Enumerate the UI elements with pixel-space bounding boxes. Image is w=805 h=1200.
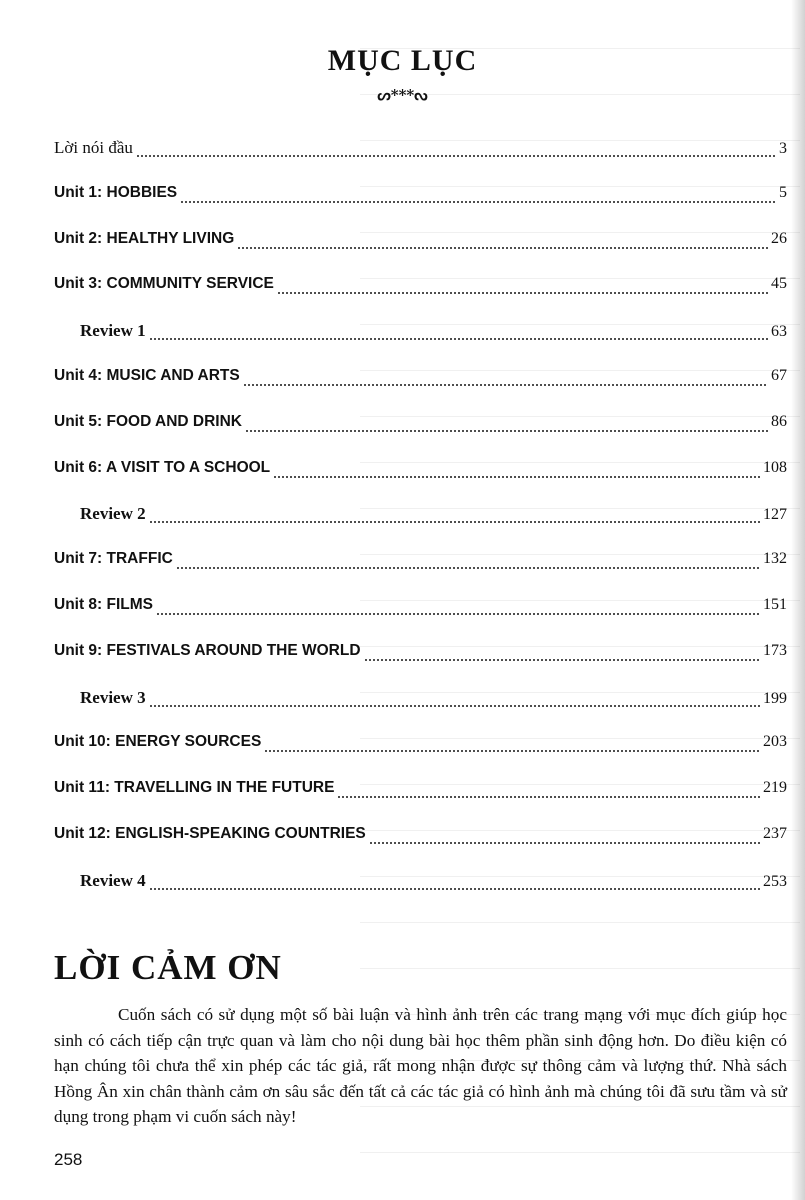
toc-entry-label: Unit 7: TRAFFIC bbox=[54, 550, 173, 567]
dot-leader bbox=[156, 612, 760, 616]
toc-entry bbox=[54, 230, 787, 256]
toc-entry-label: Lời nói đầu bbox=[54, 138, 133, 157]
toc-entry bbox=[54, 367, 787, 393]
dot-leader bbox=[243, 383, 768, 387]
dot-leader bbox=[149, 704, 760, 708]
toc-entry bbox=[54, 550, 787, 576]
toc-entry-label: Unit 6: A VISIT TO A SCHOOL bbox=[54, 459, 271, 476]
dot-leader bbox=[237, 246, 768, 250]
toc-entry-page: 127 bbox=[763, 506, 787, 523]
toc-entry bbox=[54, 413, 787, 439]
acknowledgements-title: LỜI CẢM ƠN bbox=[54, 948, 282, 987]
toc-title: MỤC LỤC bbox=[327, 44, 478, 77]
acknowledgements-body: Cuốn sách có sử dụng một số bài luận và hình ảnh trên các trang mạng với mục đích giúp học sinh có cách tiếp cận trực quan và làm cho nội dung bài học thêm phần sinh động hơn. Do điều kiện có hạn chúng tôi chưa thể xin phép các tác giả, rất mong nhận được sự thông cảm và lượng thứ. Nhà sách Hồng Ân xin chân thành cảm ơn sâu sắc đến tất cả các tác giả có hình ảnh mà chúng tôi đã sưu tầm và sử dụng trong phạm vi cuốn sách này! bbox=[54, 1005, 787, 1126]
dot-leader bbox=[136, 154, 776, 158]
dot-leader bbox=[364, 658, 760, 662]
toc-entry-label: Review 2 bbox=[80, 504, 146, 523]
toc-entry-page: 151 bbox=[763, 596, 787, 613]
toc-entry-page: 199 bbox=[763, 690, 787, 707]
toc-entry-page: 3 bbox=[779, 140, 787, 157]
dot-leader bbox=[264, 749, 760, 753]
toc-entry-page: 132 bbox=[763, 550, 787, 567]
toc-entry-page: 108 bbox=[763, 459, 787, 476]
toc-entry-label: Unit 2: HEALTHY LIVING bbox=[54, 230, 235, 247]
toc-entry-page: 86 bbox=[771, 413, 787, 430]
toc-entry-page: 173 bbox=[763, 642, 787, 659]
toc-entry-label: Unit 12: ENGLISH-SPEAKING COUNTRIES bbox=[54, 825, 366, 842]
dot-leader bbox=[273, 475, 760, 479]
toc-entry bbox=[54, 275, 787, 301]
dot-leader bbox=[337, 795, 760, 799]
toc-entry-page: 26 bbox=[771, 230, 787, 247]
toc-entry-page: 63 bbox=[771, 323, 787, 340]
toc-entry-label: Unit 4: MUSIC AND ARTS bbox=[54, 367, 240, 384]
dot-leader bbox=[277, 291, 768, 295]
toc-entry-label: Unit 11: TRAVELLING IN THE FUTURE bbox=[54, 779, 335, 796]
toc-entry-label: Unit 1: HOBBIES bbox=[54, 184, 178, 201]
dot-leader bbox=[149, 520, 760, 524]
toc-entry bbox=[80, 321, 787, 347]
dot-leader bbox=[180, 200, 776, 204]
toc-entry-label: Unit 10: ENERGY SOURCES bbox=[54, 733, 262, 750]
title-ornament: ᔕ***ᔓ bbox=[377, 86, 428, 104]
toc-entry-page: 203 bbox=[763, 733, 787, 750]
toc-entry-label: Review 1 bbox=[80, 321, 146, 340]
toc-entry bbox=[54, 642, 787, 668]
toc-entry bbox=[54, 459, 787, 485]
toc-entry bbox=[54, 138, 787, 164]
toc-entry bbox=[54, 825, 787, 851]
toc-entry-page: 237 bbox=[763, 825, 787, 842]
toc-entry-label: Unit 3: COMMUNITY SERVICE bbox=[54, 275, 274, 292]
dot-leader bbox=[245, 429, 768, 433]
toc-entry-page: 45 bbox=[771, 275, 787, 292]
toc-entry-label: Unit 5: FOOD AND DRINK bbox=[54, 413, 242, 430]
dot-leader bbox=[176, 566, 760, 570]
toc-entry-page: 253 bbox=[763, 873, 787, 890]
toc-entry bbox=[54, 733, 787, 759]
dot-leader bbox=[149, 337, 768, 341]
toc-entry-label: Unit 8: FILMS bbox=[54, 596, 154, 613]
toc-entry-page: 67 bbox=[771, 367, 787, 384]
toc-entry bbox=[80, 871, 787, 897]
dot-leader bbox=[369, 841, 760, 845]
dot-leader bbox=[149, 887, 760, 891]
toc-entry-page: 219 bbox=[763, 779, 787, 796]
toc-entry bbox=[54, 779, 787, 805]
toc-entry-page: 5 bbox=[779, 184, 787, 201]
toc-entry bbox=[80, 688, 787, 714]
toc-entry-label: Unit 9: FESTIVALS AROUND THE WORLD bbox=[54, 642, 361, 659]
toc-entry-label: Review 4 bbox=[80, 871, 146, 890]
page-number: 258 bbox=[54, 1150, 83, 1169]
toc-entry bbox=[80, 504, 787, 530]
toc-entry-label: Review 3 bbox=[80, 688, 146, 707]
toc-entry bbox=[54, 184, 787, 210]
toc-entry bbox=[54, 596, 787, 622]
